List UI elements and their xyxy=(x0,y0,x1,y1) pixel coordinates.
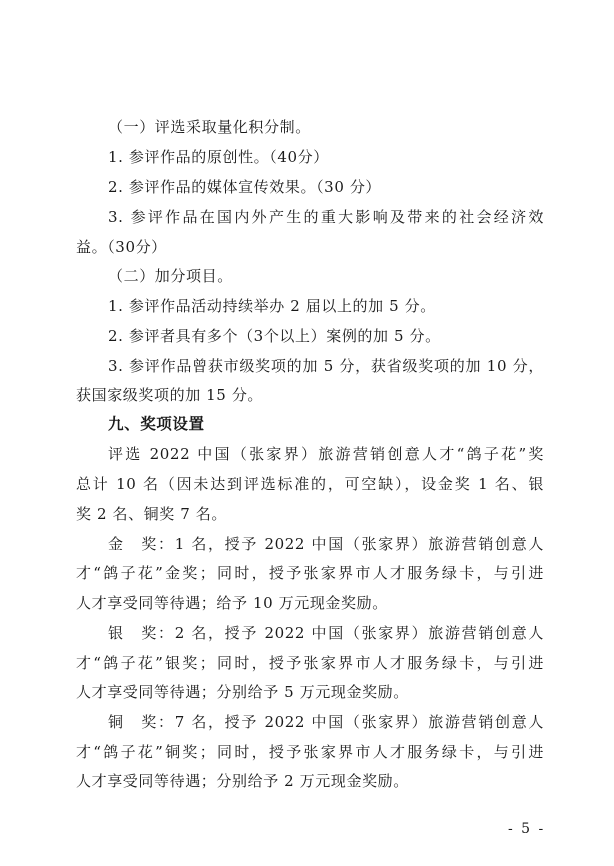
paragraph-line: 2. 参评作品的媒体宣传效果。（30 分） xyxy=(108,178,382,196)
paragraph-line: 2. 参评者具有多个（3个以上）案例的加 5 分。 xyxy=(108,327,441,345)
section-heading-awards: 九、奖项设置 xyxy=(108,415,205,433)
paragraph-line: 获国家级奖项的加 15 分。 xyxy=(76,386,264,404)
award-gold-line: 金 奖：1 名，授予 2022 中国（张家界）旅游营销创意人 xyxy=(108,535,544,553)
award-silver-line: 银 奖：2 名，授予 2022 中国（张家界）旅游营销创意人 xyxy=(108,624,544,642)
award-gold-line: 人才享受同等待遇；给予 10 万元现金奖励。 xyxy=(76,594,388,612)
award-silver-line: 人才享受同等待遇；分别给予 5 万元现金奖励。 xyxy=(76,683,409,701)
section-subheading-bonus: （二）加分项目。 xyxy=(108,267,233,285)
award-silver-line: 才“鸽子花”银奖；同时，授予张家界市人才服务绿卡，与引进 xyxy=(76,654,544,672)
award-gold-line: 才“鸽子花”金奖；同时，授予张家界市人才服务绿卡，与引进 xyxy=(76,564,544,582)
award-bronze-line: 人才享受同等待遇；分别给予 2 万元现金奖励。 xyxy=(76,772,409,790)
paragraph-line: 3. 参评作品在国内外产生的重大影响及带来的社会经济效 xyxy=(108,208,544,226)
paragraph-line: 1. 参评作品活动持续举办 2 届以上的加 5 分。 xyxy=(108,297,436,315)
award-bronze-line: 铜 奖：7 名，授予 2022 中国（张家界）旅游营销创意人 xyxy=(108,713,544,731)
section-subheading-scoring: （一）评选采取量化积分制。 xyxy=(108,118,311,136)
paragraph-line: 奖 2 名、铜奖 7 名。 xyxy=(76,505,227,523)
paragraph-line: 3. 参评作品曾获市级奖项的加 5 分，获省级奖项的加 10 分， xyxy=(108,357,544,375)
paragraph-line: 益。（30分） xyxy=(76,238,167,256)
paragraph-line: 总计 10 名（因未达到评选标准的，可空缺），设金奖 1 名、银 xyxy=(76,475,544,493)
page-number: - 5 - xyxy=(508,821,546,837)
award-bronze-line: 才“鸽子花”铜奖；同时，授予张家界市人才服务绿卡，与引进 xyxy=(76,743,544,761)
paragraph-line: 评选 2022 中国（张家界）旅游营销创意人才“鸽子花”奖 xyxy=(108,445,544,463)
paragraph-line: 1. 参评作品的原创性。（40分） xyxy=(108,148,329,166)
